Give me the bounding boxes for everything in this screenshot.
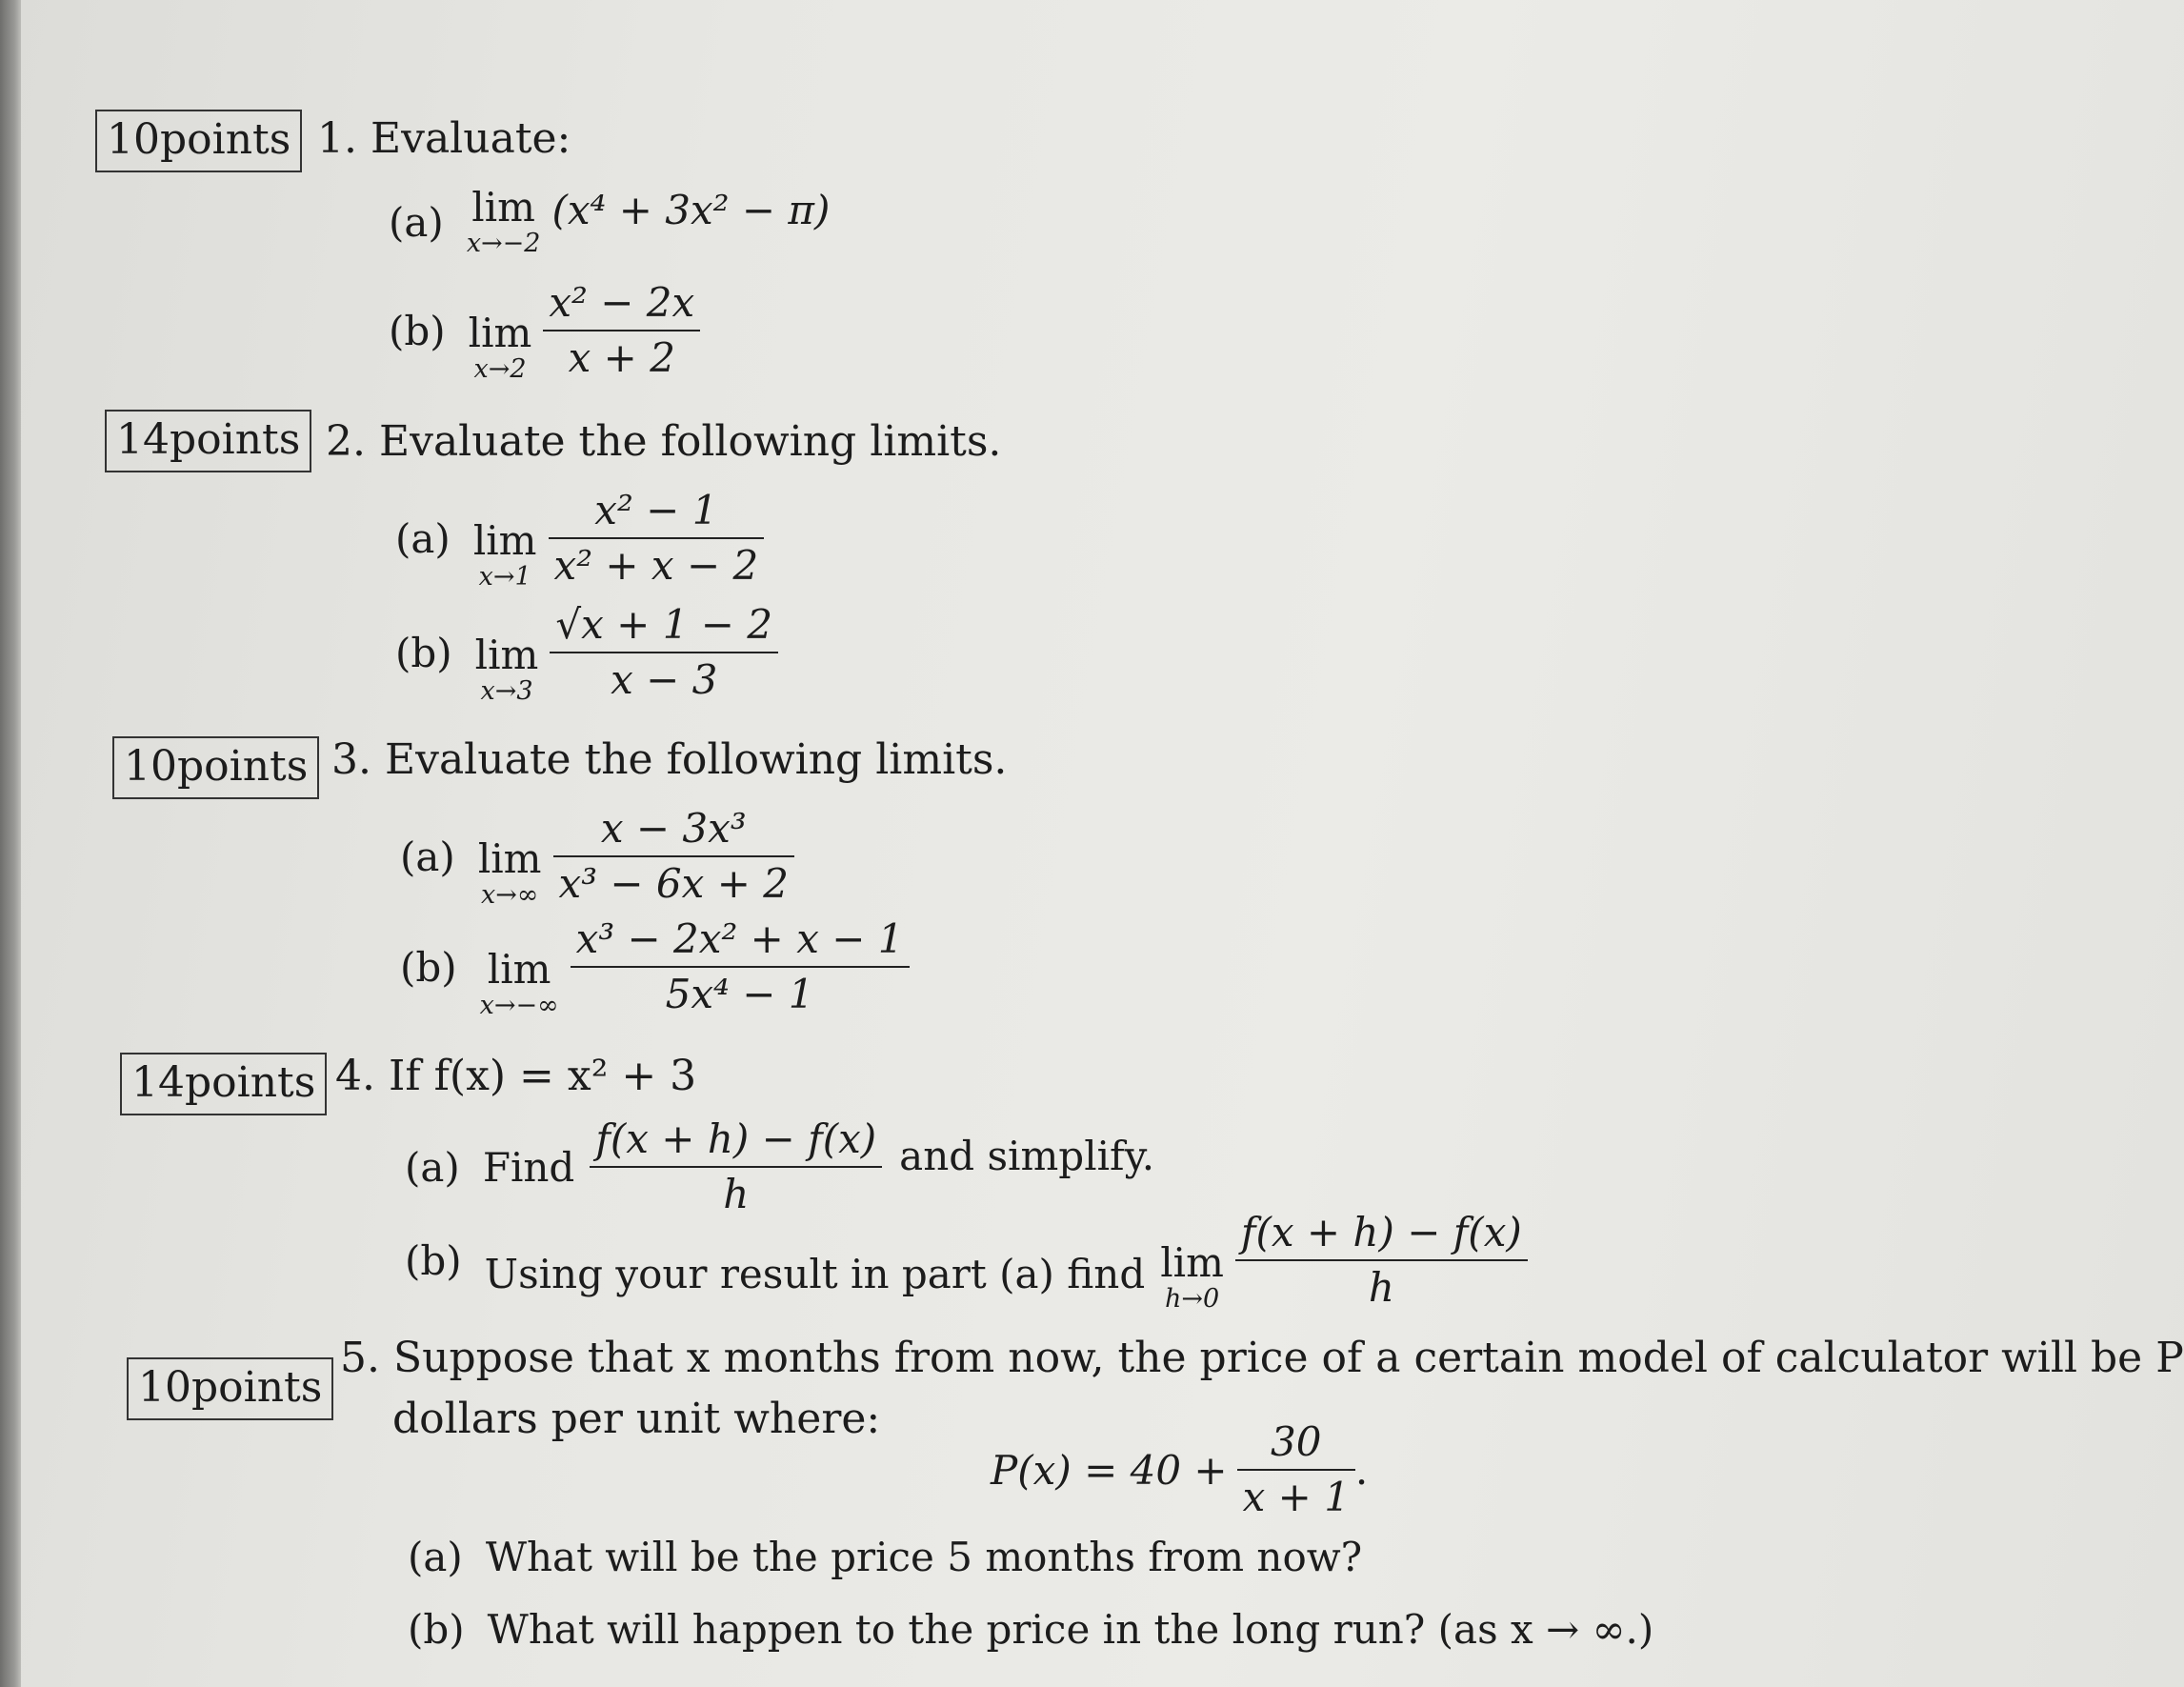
- find-word: Find: [482, 1143, 575, 1191]
- problem-5b: [408, 1606, 1653, 1653]
- monitor-bezel: [0, 0, 21, 1687]
- points-box-5: 10points: [127, 1357, 333, 1420]
- denominator: h: [723, 1171, 750, 1217]
- points-box-1: 10points: [95, 110, 302, 172]
- formula-lhs: P(x) = 40 +: [991, 1446, 1228, 1494]
- numerator: x³ − 2x² + x − 1: [575, 915, 904, 962]
- limit-operator: [1160, 1241, 1224, 1314]
- points-box-2: 14points: [105, 410, 311, 472]
- fraction: [553, 802, 794, 911]
- part-label: (a): [405, 1143, 460, 1191]
- denominator: 5x⁴ − 1: [665, 971, 814, 1017]
- numerator: x² − 2x: [549, 279, 695, 326]
- limit-operator: [469, 311, 532, 384]
- part-label: (b): [400, 943, 457, 991]
- points-box-4: 14points: [120, 1053, 327, 1115]
- lim-word: lim: [1160, 1239, 1224, 1286]
- lim-subscript: x→−2: [466, 229, 541, 258]
- numerator: 30: [1271, 1418, 1322, 1465]
- expression: (x⁴ + 3x² − π): [551, 186, 831, 233]
- problem-2b: [395, 598, 778, 707]
- denominator: x³ − 6x + 2: [558, 860, 789, 907]
- fraction: [549, 484, 765, 592]
- fraction: [550, 598, 778, 707]
- limit-operator: [480, 948, 559, 1020]
- numerator: f(x + h) − f(x): [1240, 1209, 1522, 1255]
- lim-subscript: h→0: [1164, 1284, 1220, 1314]
- denominator: x + 2: [568, 334, 675, 381]
- lim-word: lim: [477, 835, 542, 882]
- problem-4-heading: 4. If f(x) = x² + 3: [335, 1052, 697, 1100]
- part-label: (b): [395, 629, 452, 676]
- points-box-3: 10points: [112, 736, 319, 799]
- problem-2-heading: 2. Evaluate the following limits.: [326, 417, 1002, 466]
- problem-2a: [395, 484, 764, 592]
- lim-word: lim: [472, 517, 537, 564]
- lim-word: lim: [468, 310, 532, 356]
- problem-3-heading: 3. Evaluate the following limits.: [331, 735, 1008, 784]
- denominator: h: [1368, 1264, 1394, 1311]
- prefix-text: Using your result in part (a) find: [484, 1250, 1146, 1297]
- problem-4a: [405, 1113, 1154, 1221]
- part-label: (a): [389, 198, 444, 246]
- part-label: (a): [408, 1534, 463, 1580]
- lim-subscript: x→∞: [480, 880, 539, 910]
- lim-subscript: x→1: [478, 562, 531, 592]
- fraction: [1235, 1206, 1528, 1315]
- problem-5-heading: 5. Suppose that x months from now, the price of a certain model of calculator will be P: [340, 1334, 2184, 1382]
- question-text: What will happen to the price in the long run? (as x → ∞.): [487, 1606, 1654, 1653]
- denominator: x + 1: [1242, 1474, 1350, 1520]
- problem-1b: [389, 276, 700, 385]
- limit-operator: [467, 186, 541, 258]
- price-formula: [991, 1416, 1368, 1524]
- question-text: What will be the price 5 months from now?: [485, 1534, 1363, 1580]
- part-label: (a): [400, 833, 455, 880]
- lim-subscript: x→3: [480, 676, 533, 706]
- limit-operator: [475, 633, 539, 706]
- problem-3b: [400, 913, 910, 1021]
- numerator: √x + 1 − 2: [555, 601, 773, 648]
- problem-4b: [405, 1206, 1528, 1315]
- problem-1-heading: 1. Evaluate:: [317, 114, 571, 163]
- problem-3a: [400, 802, 794, 911]
- problem-5a: [408, 1534, 1362, 1580]
- denominator: x − 3: [611, 656, 718, 703]
- numerator: f(x + h) − f(x): [595, 1115, 877, 1162]
- suffix-text: and simplify.: [899, 1132, 1155, 1179]
- lim-word: lim: [474, 632, 539, 678]
- formula-period: .: [1354, 1446, 1369, 1494]
- lim-subscript: x→−∞: [479, 991, 559, 1020]
- part-label: (b): [408, 1606, 465, 1653]
- limit-operator: [478, 837, 542, 910]
- problem-1a: [389, 186, 830, 258]
- part-label: (b): [405, 1236, 462, 1284]
- part-label: (a): [395, 514, 451, 562]
- denominator: x² + x − 2: [553, 542, 759, 589]
- numerator: x² − 1: [594, 487, 718, 533]
- fraction: [571, 913, 910, 1021]
- lim-word: lim: [471, 184, 535, 231]
- part-label: (b): [389, 307, 446, 354]
- fraction: [1237, 1416, 1355, 1524]
- fraction: [543, 276, 700, 385]
- lim-subscript: x→2: [473, 354, 527, 384]
- lim-word: lim: [487, 946, 551, 993]
- problem-5-heading-line2: dollars per unit where:: [392, 1395, 881, 1443]
- numerator: x − 3x³: [600, 805, 747, 852]
- fraction: [590, 1113, 882, 1221]
- limit-operator: [473, 519, 537, 592]
